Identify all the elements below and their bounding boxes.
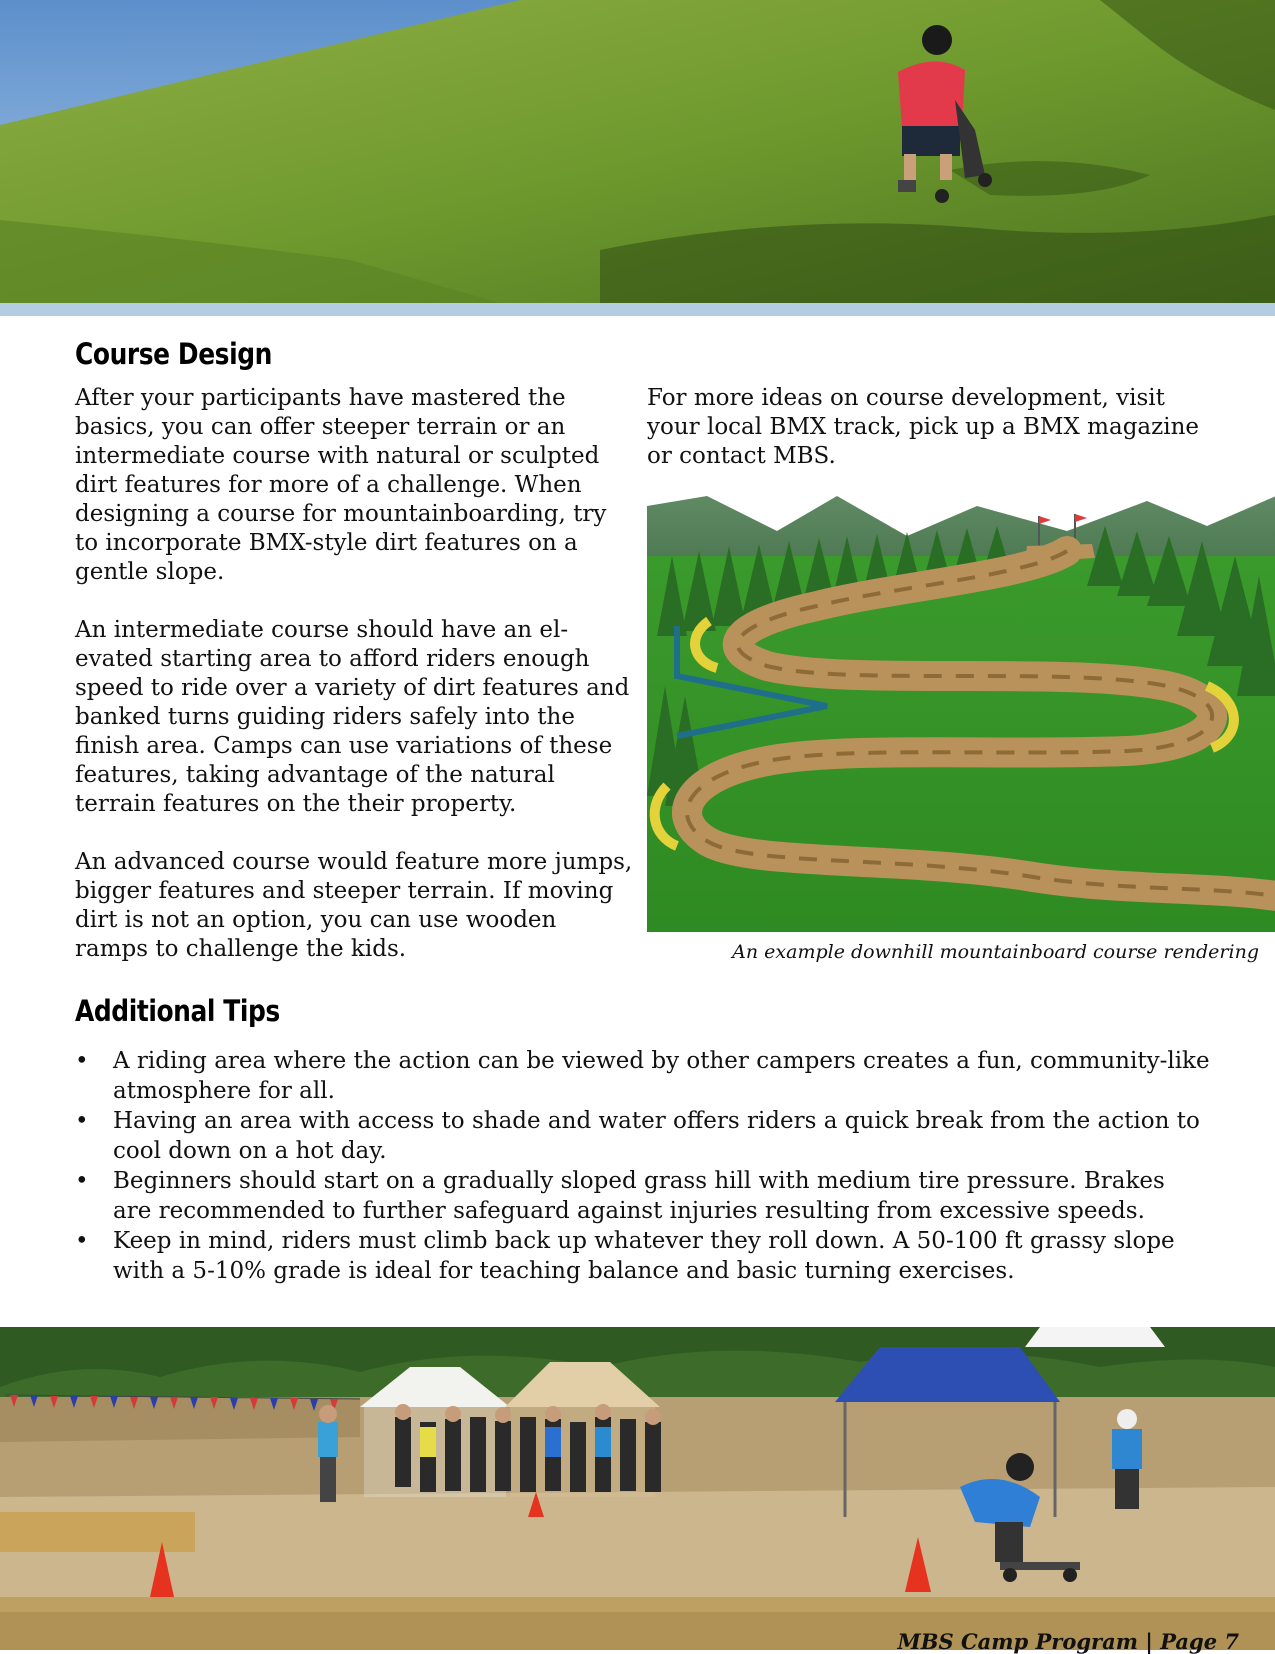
tip-text: Having an area with access to shade and water offers riders a quick break from the action to cool down on a hot day. [113,1108,1200,1164]
additional-tips-heading: Additional Tips [75,994,280,1028]
page-footer: MBS Camp Program | Page 7 [897,1629,1239,1654]
course-design-right-column [647,384,1207,471]
list-item [75,1046,1210,1106]
course-design-heading: Course Design [75,337,272,371]
paragraph-more-ideas: For more ideas on course development, visit your local BMX track, pick up a BMX magazine or contact MBS. [647,385,1200,469]
hero-photo-grass-hill [0,0,1275,303]
tips-list [75,1046,1210,1286]
paragraph-advanced-course: An advanced course would feature more jumps, bigger features and steeper terrain. If moving dirt is not an option, you can use wooden ramps to challenge the kids. [75,849,633,962]
image-caption: An example downhill mountainboard course rendering [732,941,1259,963]
tip-text: Keep in mind, riders must climb back up whatever they roll down. A 50-100 ft grassy slope with a 5-10% grade is ideal for teaching balance and basic turning exercises. [113,1228,1175,1284]
decorative-band [0,303,1275,316]
course-rendering-image [647,496,1275,932]
list-item [75,1166,1210,1226]
course-design-left-column [75,384,635,993]
paragraph-mastered-basics: After your participants have mastered the basics, you can offer steeper terrain or an intermediate course with natural or sculpted dirt features for more of a challenge. When designing a course for mountainboarding, try to incorporate BMX-style dirt features on a gentle slope. [75,385,607,585]
tip-text: A riding area where the action can be viewed by other campers creates a fun, community-like atmosphere for all. [113,1048,1210,1104]
list-item [75,1106,1210,1166]
bullet-icon: • [75,1168,89,1194]
tip-text: Beginners should start on a gradually sloped grass hill with medium tire pressure. Brakes are recommended to further safeguard against injuries resulting from excessive speeds. [113,1168,1165,1224]
bullet-icon: • [75,1048,89,1074]
camp-course-photo [0,1327,1275,1650]
bullet-icon: • [75,1228,89,1254]
paragraph-intermediate-course: An intermediate course should have an elevated starting area to afford riders enough speed to ride over a variety of dirt features and banked turns guiding riders safely into the finish area. Camps can use variations of these features, taking advantage of the natural terrain features on the their property. [75,617,630,817]
list-item [75,1226,1210,1286]
bullet-icon: • [75,1108,89,1134]
